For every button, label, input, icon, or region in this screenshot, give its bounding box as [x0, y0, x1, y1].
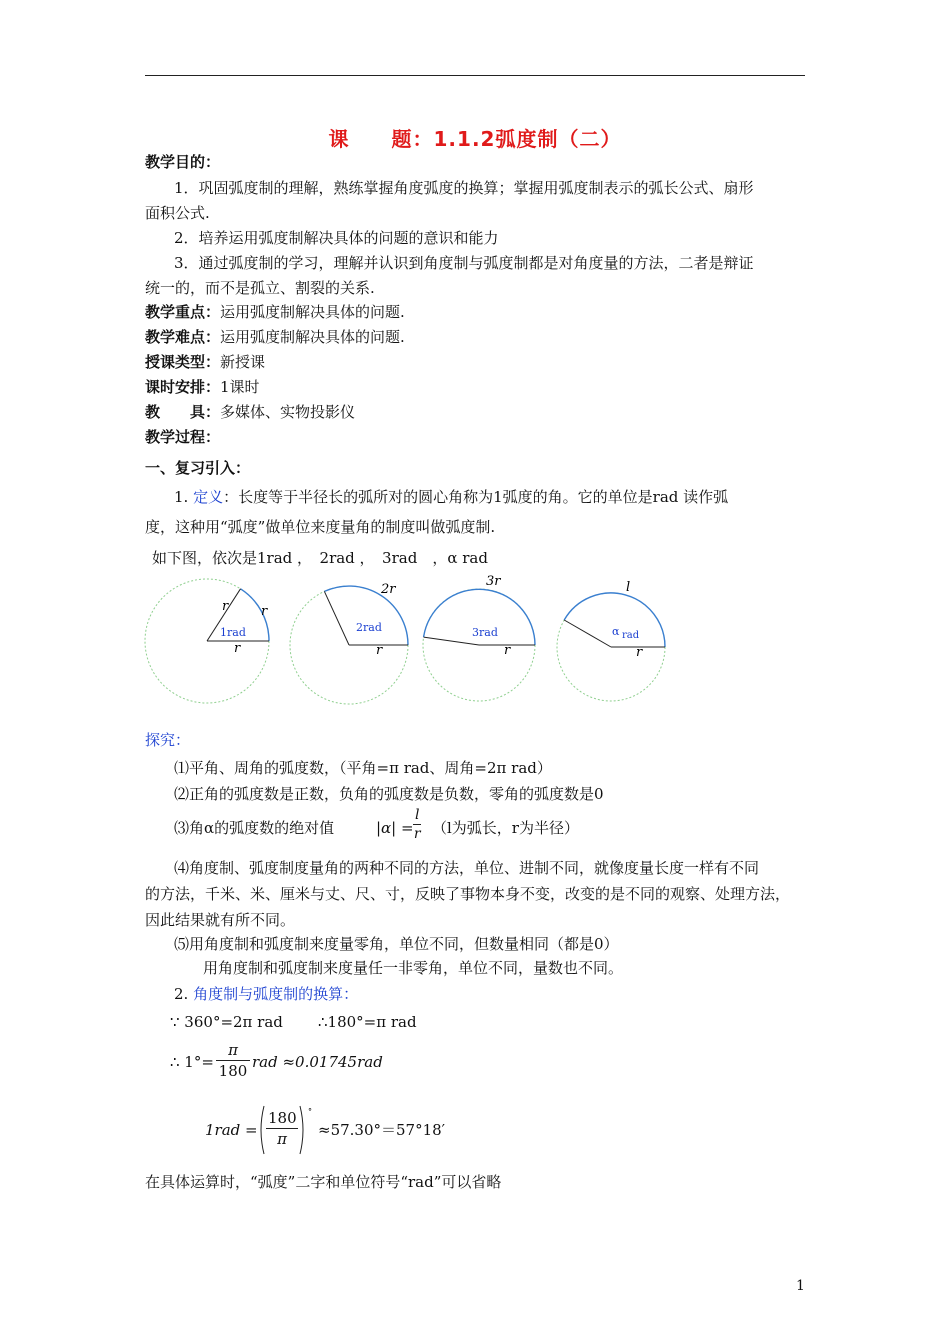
figure-4-base-label: r — [636, 645, 643, 660]
figure-2-arc-label: 2r — [381, 582, 396, 597]
review-heading: 一、复习引入： — [145, 459, 251, 477]
figure-2-base-label: r — [376, 643, 383, 658]
figure-1-side-label: r — [222, 599, 229, 614]
tools-text: 多媒体、实物投影仪 — [220, 403, 356, 421]
figure-1rad — [145, 579, 269, 703]
difficulty-text: 运用弧度制解决具体的问题. — [220, 328, 405, 346]
explore-item-3-prefix: ⑶角α的弧度数的绝对值 — [174, 819, 335, 837]
page-title: 课 题：1.1.2弧度制（二） — [328, 127, 622, 151]
difficulty-label: 教学难点： — [145, 328, 221, 346]
class-type-text: 新授课 — [220, 353, 266, 371]
key-point-label: 教学重点： — [145, 303, 221, 321]
explore-item-1: ⑴平角、周角的弧度数，（平角=π rad、周角=2π rad） — [174, 759, 552, 777]
explore-item-3-fraction — [413, 806, 421, 843]
figure-2-angle-label: 2rad — [356, 621, 382, 634]
figure-3rad — [423, 574, 535, 701]
conversion-heading-row — [174, 984, 358, 1004]
conversion-heading-number: 2. — [174, 985, 189, 1003]
conversion-line-2-prefix: ∴ 1°= — [170, 1053, 214, 1071]
figure-3-base-label: r — [504, 643, 511, 658]
key-point-text: 运用弧度制解决具体的问题. — [220, 303, 405, 321]
conversion-line-2-fraction — [216, 1040, 250, 1081]
explore-label: 探究： — [145, 731, 191, 749]
figure-3-arc-label: 3r — [486, 574, 501, 589]
definition-number: 1. — [174, 488, 189, 506]
figure-4-angle-label: α — [612, 625, 620, 638]
degree-mark: ° — [308, 1107, 312, 1116]
figure-2rad — [290, 582, 408, 704]
objective-1-line-a: 1．巩固弧度制的理解，熟练掌握角度弧度的换算；掌握用弧度制表示的弧长公式、扇形 — [174, 179, 754, 197]
figure-1-angle-label: 1rad — [220, 626, 246, 639]
figure-3-angle-label: 3rad — [472, 626, 498, 639]
explore-item-4-line-c: 因此结果就有所不同。 — [145, 911, 296, 929]
explore-item-3-abs: |α| = — [376, 819, 414, 837]
conversion-line-1a: ∵ 360°=2π rad — [170, 1013, 283, 1031]
objective-2: 2．培养运用弧度制解决具体的问题的意识和能力 — [174, 229, 499, 247]
definition-line-b: 度，这种用“弧度”做单位来度量角的制度叫做弧度制. — [145, 518, 496, 536]
figure-4-angle-unit: rad — [622, 630, 640, 641]
definition-label: 定义 — [193, 488, 224, 506]
explore-item-5-line-a: ⑸用角度制和弧度制来度量零角，单位不同，但数量相同（都是0） — [174, 935, 619, 953]
conversion-line-1b: ∴180°=π rad — [318, 1013, 417, 1031]
figure-1-base-label: r — [234, 641, 241, 656]
objective-3-line-b: 统一的，而不是孤立、割裂的关系. — [145, 279, 375, 297]
figure-caption: 如下图，依次是1rad ， 2rad ， 3rad ，α rad — [152, 549, 488, 567]
explore-item-5-line-b: 用角度制和弧度制来度量任一非零角，单位不同，量数也不同。 — [203, 959, 624, 977]
conversion-heading: 角度制与弧度制的换算： — [193, 985, 359, 1003]
conversion-line-3-prefix: 1rad = — [205, 1121, 258, 1139]
objective-1-line-b: 面积公式. — [145, 204, 210, 222]
hours-text: 1课时 — [220, 378, 260, 396]
explore-item-3-suffix: （l为弧长，r为半径） — [432, 819, 579, 837]
conversion-line-2-denominator: 180 — [218, 1062, 248, 1080]
hours-label: 课时安排： — [145, 378, 221, 396]
explore-item-3-numerator: l — [415, 807, 420, 823]
conversion-line-3-numerator: 180 — [268, 1109, 297, 1127]
page-number: 1 — [796, 1278, 805, 1294]
objectives-label: 教学目的： — [145, 153, 221, 171]
process-label: 教学过程： — [145, 428, 221, 446]
figure-1-arc-label: r — [261, 604, 268, 619]
explore-item-4-line-b: 的方法，千米、米、厘米与丈、尺、寸，反映了事物本身不变，改变的是不同的观察、处理方法， — [145, 885, 791, 903]
explore-item-2: ⑵正角的弧度数是正数，负角的弧度数是负数，零角的弧度数是0 — [174, 785, 604, 803]
explore-item-4-line-a: ⑷角度制、弧度制度量角的两种不同的方法，单位、进制不同，就像度量长度一样有不同 — [174, 859, 760, 877]
objective-3-line-a: 3．通过弧度制的学习，理解并认识到角度制与弧度制都是对角度量的方法，二者是辩证 — [174, 254, 754, 272]
conversion-line-3-fraction — [266, 1108, 298, 1149]
conversion-line-3-denominator: π — [277, 1130, 287, 1148]
conversion-line-3-suffix: ≈57.30°＝57°18′ — [318, 1121, 446, 1139]
class-type-label: 授课类型： — [145, 353, 221, 371]
figure-4-arc-label: l — [626, 580, 631, 595]
conversion-line-2-suffix: rad ≈0.01745rad — [252, 1053, 383, 1071]
definition-text-a: ：长度等于半径长的弧所对的圆心角称为1弧度的角。它的单位是rad 读作弧 — [223, 488, 729, 506]
explore-item-3-denominator: r — [413, 826, 421, 842]
conversion-line-2-numerator: π — [216, 1040, 250, 1061]
conversion-note: 在具体运算时，“弧度”二字和单位符号“rad”可以省略 — [145, 1173, 502, 1191]
tools-label: 教 具： — [145, 403, 221, 421]
figure-alpha-rad — [557, 580, 665, 701]
